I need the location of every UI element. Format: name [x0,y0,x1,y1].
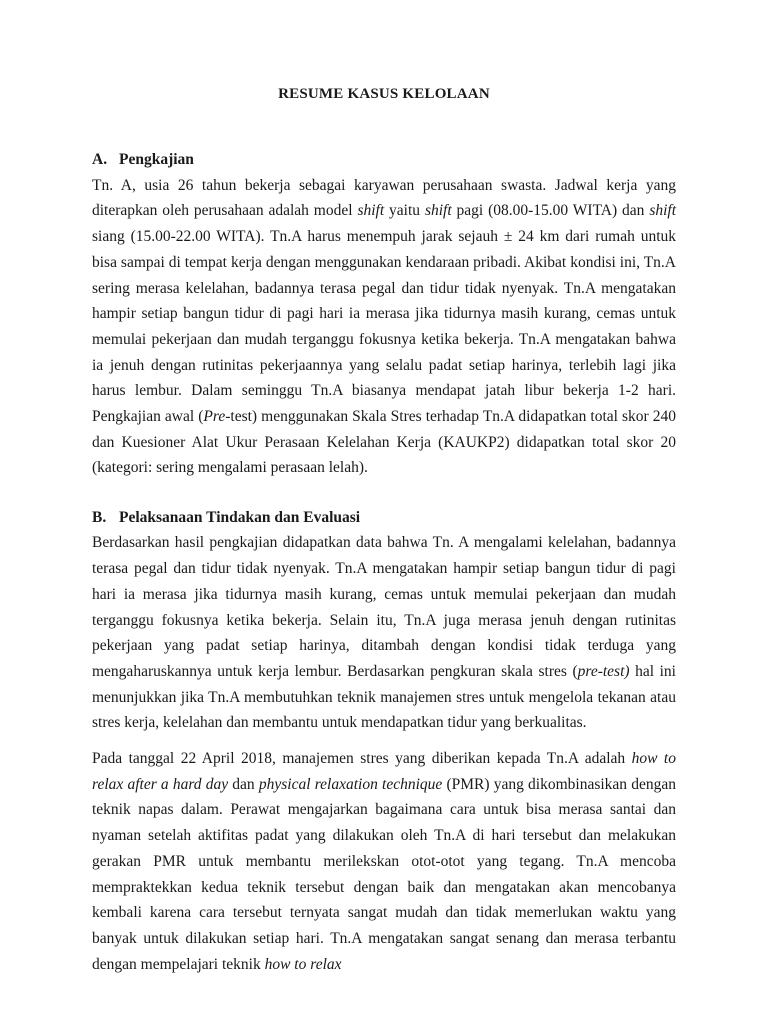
paragraph [92,746,676,977]
section-heading-text: Pengkajian [119,151,194,168]
text-run: dan [228,775,259,793]
section-number: B. [92,508,107,526]
section-heading-pengkajian [92,147,676,173]
text-run: siang (15.00-22.00 WITA). Tn.A harus menempuh jarak sejauh ± 24 km dari rumah untuk bisa sampai di tempat kerja dengan menggunakan kendaraan pribadi. Akibat kondisi ini, Tn.A sering merasa kelelahan, badannya terasa pegal dan tidur tidak nyenyak. Tn.A mengatakan hampir setiap bangun tidur di pagi hari ia merasa jika tidurnya masih kurang, cemas untuk memulai pekerjaan dan mudah terganggu fokusnya ketika bekerja. Tn.A mengatakan bahwa ia jenuh dengan rutinitas pekerjaannya yang selalu padat setiap harinya, terlebih lagi jika harus lembur. Dalam seminggu Tn.A biasanya mendapat jatah libur bekerja 1-2 hari. Pengkajian awal ( [92,228,676,426]
section-spacer [92,481,676,505]
text-run-italic: shift [357,202,385,220]
text-run-italic: shift [649,202,677,220]
text-run: -test) menggunakan Skala Stres terhadap Tn.A didapatkan total skor 240 dan Kuesioner Alat Ukur Perasaan Kelelahan Kerja (KAUKP2) didapatkan total skor 20 (kategori: sering mengalami perasaan lelah). [92,408,677,477]
text-run: Pada tanggal 22 April 2018, manajemen stres yang diberikan kepada Tn.A adalah [92,750,632,768]
text-run: Tn. A, usia 26 tahun bekerja sebagai karyawan perusahaan swasta. Jadwal kerja yang diterapkan oleh perusahaan adalah model [92,176,676,220]
text-run-italic: Pre [203,408,226,426]
section-heading-text: Pelaksanaan Tindakan dan Evaluasi [119,508,361,526]
paragraph [92,173,676,481]
text-run-italic: how to relax after a hard day [92,750,676,793]
text-run-italic: shift [424,202,452,220]
text-run: yaitu [384,202,425,220]
text-run: pagi (08.00-15.00 WITA) dan [451,202,650,220]
document-body [92,147,676,977]
text-run-italic: pre-test) [577,662,630,680]
text-run-italic: how to relax [264,955,342,973]
text-run: hal ini menunjukkan jika Tn.A membutuhkan teknik manajemen stres untuk mengelola tekanan atau stres kerja, kelelahan dan membantu untuk mendapatkan tidur yang berkualitas. [92,662,676,732]
text-run-italic: physical relaxation technique [258,775,443,793]
document-title: RESUME KASUS KELOLAAN [278,86,490,102]
text-run: Berdasarkan hasil pengkajian didapatkan data bahwa Tn. A mengalami kelelahan, badannya terasa pegal dan tidur tidak nyenyak. Tn.A mengatakan hampir setiap bangun tidur di pagi hari ia merasa jika tidurnya masih kurang, cemas untuk memulai pekerjaan dan mudah terganggu fokusnya ketika bekerja. Selain itu, Tn.A juga merasa jenuh dengan rutinitas pekerjaan yang padat setiap harinya, ditambah dengan kondisi tidak terduga yang mengaharuskannya untuk kerja lembur. Berdasarkan pengkuran skala stres ( [92,534,676,680]
section-heading-pelaksanaan [92,505,676,531]
paragraph-spacer [92,736,676,746]
text-run: (PMR) yang dikombinasikan dengan teknik napas dalam. Perawat mengajarkan bagaimana cara untuk bisa merasa santai dan nyaman setelah aktifitas padat yang dilakukan oleh Tn.A di hari tersebut dan melakukan gerakan PMR untuk membantu merilekskan otot-otot yang tegang. Tn.A mencoba mempraktekkan kedua teknik tersebut dengan baik dan mengatakan akan mencobanya kembali karena cara tersebut ternyata sangat mudah dan tidak memerlukan waktu yang banyak untuk dilakukan setiap hari. Tn.A mengatakan sangat senang dan merasa terbantu dengan mempelajari teknik [92,775,676,973]
section-number: A. [92,151,108,168]
paragraph [92,530,676,736]
